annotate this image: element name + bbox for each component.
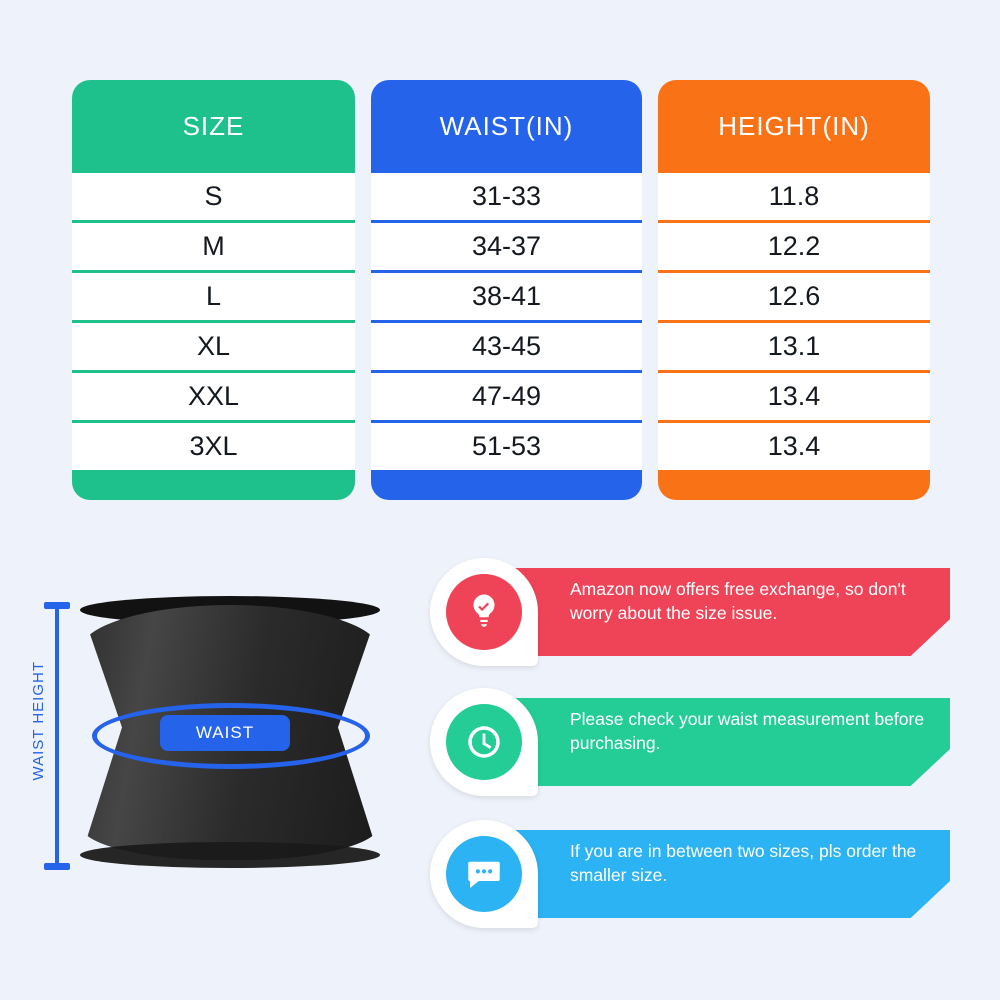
table-row: 34-37	[371, 223, 642, 270]
table-row: L	[72, 273, 355, 320]
table-row: 3XL	[72, 423, 355, 470]
column-header-height: HEIGHT(IN)	[718, 111, 870, 141]
column-header-size: SIZE	[182, 111, 245, 141]
table-row: 43-45	[371, 323, 642, 370]
table-row: S	[72, 173, 355, 220]
note-badge	[430, 820, 538, 928]
list-item	[430, 820, 950, 928]
measure-line	[55, 608, 59, 864]
note-badge	[430, 688, 538, 796]
note-badge	[430, 558, 538, 666]
table-row: 38-41	[371, 273, 642, 320]
lightbulb-check-icon	[446, 574, 522, 650]
waist-height-label: WAIST HEIGHT	[28, 655, 49, 787]
measure-cap-top	[44, 602, 70, 609]
table-row: 12.6	[658, 273, 930, 320]
table-column-size	[72, 80, 355, 500]
table-row: 13.1	[658, 323, 930, 370]
table-row: 11.8	[658, 173, 930, 220]
waist-label: WAIST	[160, 715, 290, 751]
column-cells-size	[72, 173, 355, 500]
note-text: If you are in between two sizes, pls order the smaller size.	[570, 841, 917, 885]
table-row: XXL	[72, 373, 355, 420]
column-cells-height	[658, 173, 930, 500]
table-row: 12.2	[658, 223, 930, 270]
product-illustration	[20, 560, 440, 980]
table-row: 13.4	[658, 423, 930, 470]
table-row: 13.4	[658, 373, 930, 420]
list-item	[430, 688, 950, 796]
table-row: 47-49	[371, 373, 642, 420]
clock-icon	[446, 704, 522, 780]
measure-cap-bottom	[44, 863, 70, 870]
table-column-waist	[371, 80, 642, 500]
note-text: Please check your waist measurement before purchasing.	[570, 709, 925, 753]
table-row: 51-53	[371, 423, 642, 470]
table-row: M	[72, 223, 355, 270]
notes-list	[430, 548, 975, 968]
chat-bubble-icon	[446, 836, 522, 912]
table-column-height	[658, 80, 930, 500]
belt-bottom-edge	[80, 842, 380, 868]
column-header-waist: WAIST(IN)	[439, 111, 574, 141]
table-row: 31-33	[371, 173, 642, 220]
list-item	[430, 558, 950, 666]
column-cells-waist	[371, 173, 642, 500]
table-row: XL	[72, 323, 355, 370]
note-text: Amazon now offers free exchange, so don't worry about the size issue.	[570, 579, 906, 623]
size-chart-table	[72, 80, 928, 500]
